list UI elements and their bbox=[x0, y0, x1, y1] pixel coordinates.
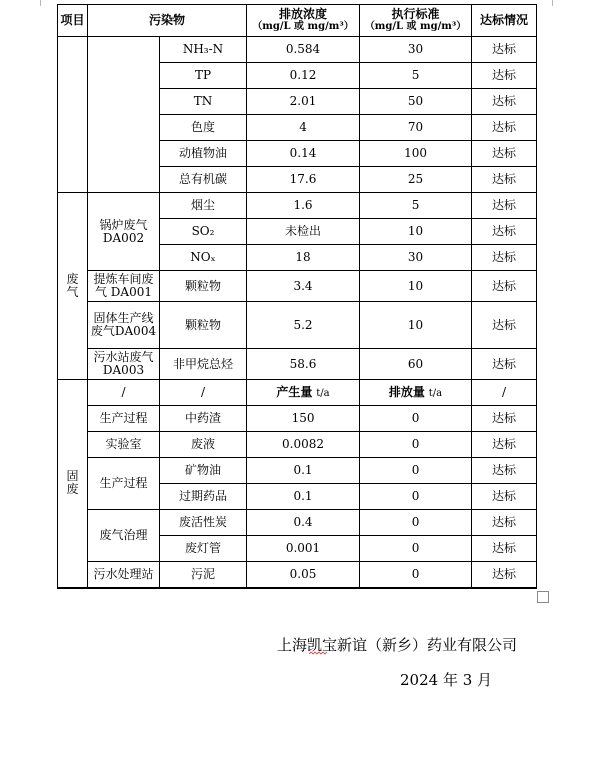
water-category-cell bbox=[58, 37, 88, 193]
pollutant-cell: 中药渣 bbox=[160, 406, 247, 432]
value-cell: 17.6 bbox=[247, 167, 360, 193]
source-cell-boiler: 锅炉废气DA002 bbox=[88, 193, 160, 271]
standard-cell: 0 bbox=[360, 484, 472, 510]
subheader-slash: / bbox=[88, 380, 160, 406]
emissions-table bbox=[57, 4, 537, 589]
header-item: 项目 bbox=[58, 5, 88, 37]
pollutant-cell: 过期药品 bbox=[160, 484, 247, 510]
table-row bbox=[58, 349, 537, 380]
source-cell: 固体生产线废气DA004 bbox=[88, 302, 160, 349]
status-cell: 达标 bbox=[472, 302, 537, 349]
header-concentration: 排放浓度 （mg/L 或 mg/m³） bbox=[247, 5, 360, 37]
value-cell: 0.584 bbox=[247, 37, 360, 63]
solid-subheader-row bbox=[58, 380, 537, 406]
crop-mark-right bbox=[552, 0, 553, 6]
pollutant-cell: 颗粒物 bbox=[160, 271, 247, 302]
value-cell: 150 bbox=[247, 406, 360, 432]
report-date: 2024 年 3 月 bbox=[400, 671, 493, 689]
standard-cell: 0 bbox=[360, 536, 472, 562]
pollutant-cell: 颗粒物 bbox=[160, 302, 247, 349]
status-cell: 达标 bbox=[472, 349, 537, 380]
standard-cell: 30 bbox=[360, 37, 472, 63]
standard-cell: 0 bbox=[360, 432, 472, 458]
value-cell: 未检出 bbox=[247, 219, 360, 245]
source-cell: 废气治理 bbox=[88, 510, 160, 562]
value-cell: 0.1 bbox=[247, 458, 360, 484]
table-row bbox=[58, 510, 537, 536]
status-cell: 达标 bbox=[472, 37, 537, 63]
value-cell: 0.12 bbox=[247, 63, 360, 89]
status-cell: 达标 bbox=[472, 510, 537, 536]
spellcheck-underline bbox=[309, 651, 327, 655]
pollutant-cell: 烟尘 bbox=[160, 193, 247, 219]
value-cell: 18 bbox=[247, 245, 360, 271]
source-cell: 生产过程 bbox=[88, 406, 160, 432]
status-cell: 达标 bbox=[472, 219, 537, 245]
standard-cell: 0 bbox=[360, 406, 472, 432]
value-cell: 3.4 bbox=[247, 271, 360, 302]
company-name: 上海凯宝新谊（新乡）药业有限公司 bbox=[277, 636, 518, 654]
value-cell: 5.2 bbox=[247, 302, 360, 349]
subheader-produced: 产生量 t/a bbox=[247, 380, 360, 406]
status-cell: 达标 bbox=[472, 245, 537, 271]
standard-cell: 10 bbox=[360, 271, 472, 302]
status-cell: 达标 bbox=[472, 63, 537, 89]
value-cell: 0.0082 bbox=[247, 432, 360, 458]
status-cell: 达标 bbox=[472, 458, 537, 484]
standard-cell: 100 bbox=[360, 141, 472, 167]
pollutant-cell: 色度 bbox=[160, 115, 247, 141]
crop-mark-left bbox=[40, 0, 41, 6]
standard-cell: 0 bbox=[360, 510, 472, 536]
source-cell: 实验室 bbox=[88, 432, 160, 458]
table-row bbox=[58, 302, 537, 349]
value-cell: 4 bbox=[247, 115, 360, 141]
header-status: 达标情况 bbox=[472, 5, 537, 37]
status-cell: 达标 bbox=[472, 271, 537, 302]
pollutant-cell: 矿物油 bbox=[160, 458, 247, 484]
solid-category-cell: 固废 bbox=[58, 380, 88, 588]
status-cell: 达标 bbox=[472, 167, 537, 193]
table-row bbox=[58, 562, 537, 588]
table-row bbox=[58, 458, 537, 484]
pollutant-cell: 废灯管 bbox=[160, 536, 247, 562]
table-row bbox=[58, 271, 537, 302]
subheader-slash: / bbox=[472, 380, 537, 406]
pollutant-cell: 动植物油 bbox=[160, 141, 247, 167]
header-standard: 执行标准 （mg/L 或 mg/m³） bbox=[360, 5, 472, 37]
standard-cell: 0 bbox=[360, 458, 472, 484]
status-cell: 达标 bbox=[472, 562, 537, 588]
standard-cell: 5 bbox=[360, 63, 472, 89]
source-cell: 提炼车间废气 DA001 bbox=[88, 271, 160, 302]
status-cell: 达标 bbox=[472, 406, 537, 432]
value-cell: 0.14 bbox=[247, 141, 360, 167]
value-cell: 2.01 bbox=[247, 89, 360, 115]
water-source-cell bbox=[88, 37, 160, 193]
status-cell: 达标 bbox=[472, 432, 537, 458]
status-cell: 达标 bbox=[472, 141, 537, 167]
subheader-discharged: 排放量 t/a bbox=[360, 380, 472, 406]
pollutant-cell: NOₓ bbox=[160, 245, 247, 271]
pollutant-cell: SO₂ bbox=[160, 219, 247, 245]
table-row bbox=[58, 193, 537, 219]
status-cell: 达标 bbox=[472, 536, 537, 562]
table-row bbox=[58, 406, 537, 432]
pollutant-cell: TN bbox=[160, 89, 247, 115]
value-cell: 0.4 bbox=[247, 510, 360, 536]
header-pollutant: 污染物 bbox=[88, 5, 247, 37]
standard-cell: 5 bbox=[360, 193, 472, 219]
pollutant-cell: TP bbox=[160, 63, 247, 89]
standard-cell: 70 bbox=[360, 115, 472, 141]
source-cell: 污水站废气DA003 bbox=[88, 349, 160, 380]
standard-cell: 25 bbox=[360, 167, 472, 193]
standard-cell: 0 bbox=[360, 562, 472, 588]
pollutant-cell: 非甲烷总烃 bbox=[160, 349, 247, 380]
table-end-marker bbox=[537, 591, 549, 603]
subheader-slash: / bbox=[160, 380, 247, 406]
pollutant-cell: 污泥 bbox=[160, 562, 247, 588]
standard-cell: 10 bbox=[360, 302, 472, 349]
header-row bbox=[58, 5, 537, 37]
value-cell: 1.6 bbox=[247, 193, 360, 219]
status-cell: 达标 bbox=[472, 89, 537, 115]
table-row bbox=[58, 432, 537, 458]
status-cell: 达标 bbox=[472, 115, 537, 141]
status-cell: 达标 bbox=[472, 193, 537, 219]
source-cell: 生产过程 bbox=[88, 458, 160, 510]
table-row bbox=[58, 37, 537, 63]
source-cell: 污水处理站 bbox=[88, 562, 160, 588]
pollutant-cell: NH₃-N bbox=[160, 37, 247, 63]
value-cell: 0.001 bbox=[247, 536, 360, 562]
status-cell: 达标 bbox=[472, 484, 537, 510]
standard-cell: 60 bbox=[360, 349, 472, 380]
gas-category-cell: 废气 bbox=[58, 193, 88, 380]
standard-cell: 50 bbox=[360, 89, 472, 115]
value-cell: 0.05 bbox=[247, 562, 360, 588]
pollutant-cell: 废液 bbox=[160, 432, 247, 458]
standard-cell: 30 bbox=[360, 245, 472, 271]
value-cell: 58.6 bbox=[247, 349, 360, 380]
pollutant-cell: 总有机碳 bbox=[160, 167, 247, 193]
standard-cell: 10 bbox=[360, 219, 472, 245]
pollutant-cell: 废活性炭 bbox=[160, 510, 247, 536]
value-cell: 0.1 bbox=[247, 484, 360, 510]
